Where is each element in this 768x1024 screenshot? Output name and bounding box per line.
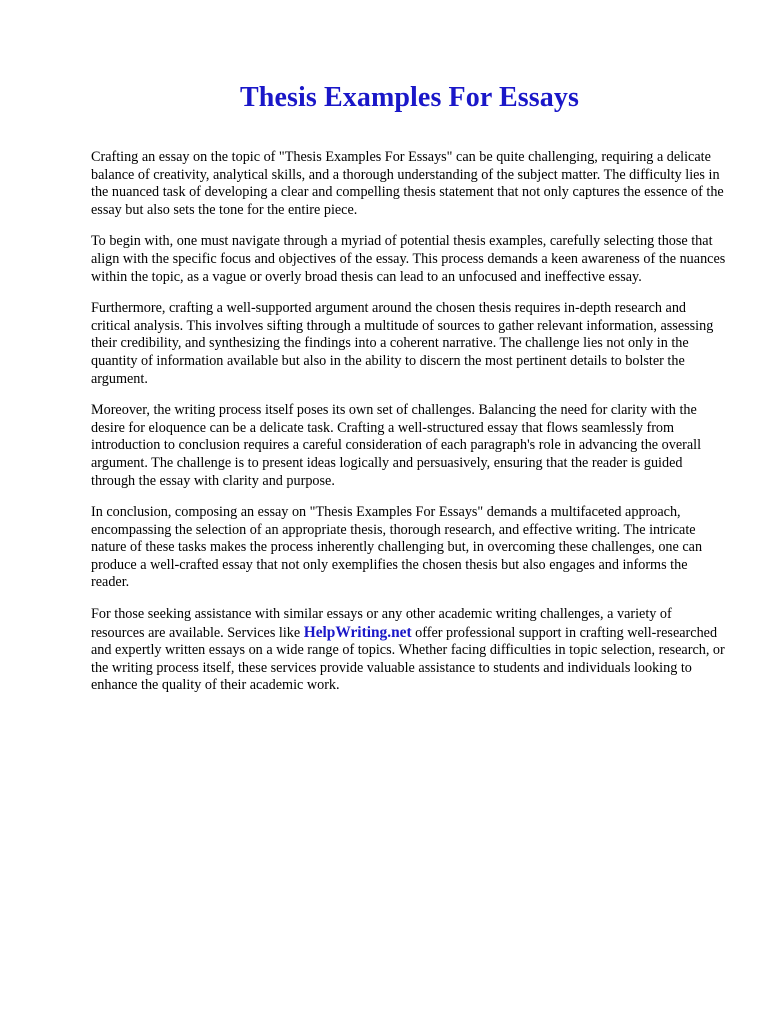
paragraph-4: Moreover, the writing process itself poses its own set of challenges. Balancing the need for clarity with the desire for eloquence can be a delicate task. Crafting a well-structured essay that flows seamlessly from introduction to conclusion requires a careful consideration of each paragraph's role in advancing the overall argument. The challenge is to present ideas logically and persuasively, ensuring that the reader is guided through the essay with clarity and purpose. [91,402,702,489]
paragraph-1: Crafting an essay on the topic of "Thesis Examples For Essays" can be quite challenging, requiring a delicate balance of creativity, analytical skills, and a thorough understanding of the subject matter. The difficulty lies in the nuanced task of developing a clear and compelling thesis statement that not only captures the essence of the essay but also sets the tone for the entire piece. [91,149,724,218]
paragraph-3: Furthermore, crafting a well-supported argument around the chosen thesis requires in-depth research and critical analysis. This involves sifting through a multitude of sources to gather relevant information, assessing their credibility, and synthesizing the findings into a coherent narrative. The challenge lies not only in the quantity of information available but also in the ability to discern the most pertinent details to bolster the argument. [91,300,714,387]
paragraph-6-text-after-link: offer professional support in crafting well-researched and expertly written essays on a wide range of topics. Whether facing difficulties in topic selection, research, or the writing process itself, these services provide valuable assistance to students and individuals looking to enhance the quality of their academic work. [91,624,725,694]
helpwriting-link[interactable]: HelpWriting.net [303,623,412,641]
paragraph-5: In conclusion, composing an essay on "Thesis Examples For Essays" demands a multifaceted approach, encompassing the selection of an appropriate thesis, thorough research, and effective writing. The intricate nature of these tasks makes the process inherently challenging but, in overcoming these challenges, one can produce a well-crafted essay that not only exemplifies the chosen thesis but also engages and informs the reader. [91,504,703,591]
paragraph-2: To begin with, one must navigate through a myriad of potential thesis examples, carefully selecting those that align with the specific focus and objectives of the essay. This process demands a keen awareness of the nuances within the topic, as a vague or overly broad thesis can lead to an unfocused and ineffective essay. [91,233,726,285]
page-title: Thesis Examples For Essays [240,82,579,113]
paragraph-6-text-before-link: For those seeking assistance with similar essays or any other academic writing challenges, a variety of resources are available. Services like [91,606,672,641]
paragraph-6 [91,606,728,695]
